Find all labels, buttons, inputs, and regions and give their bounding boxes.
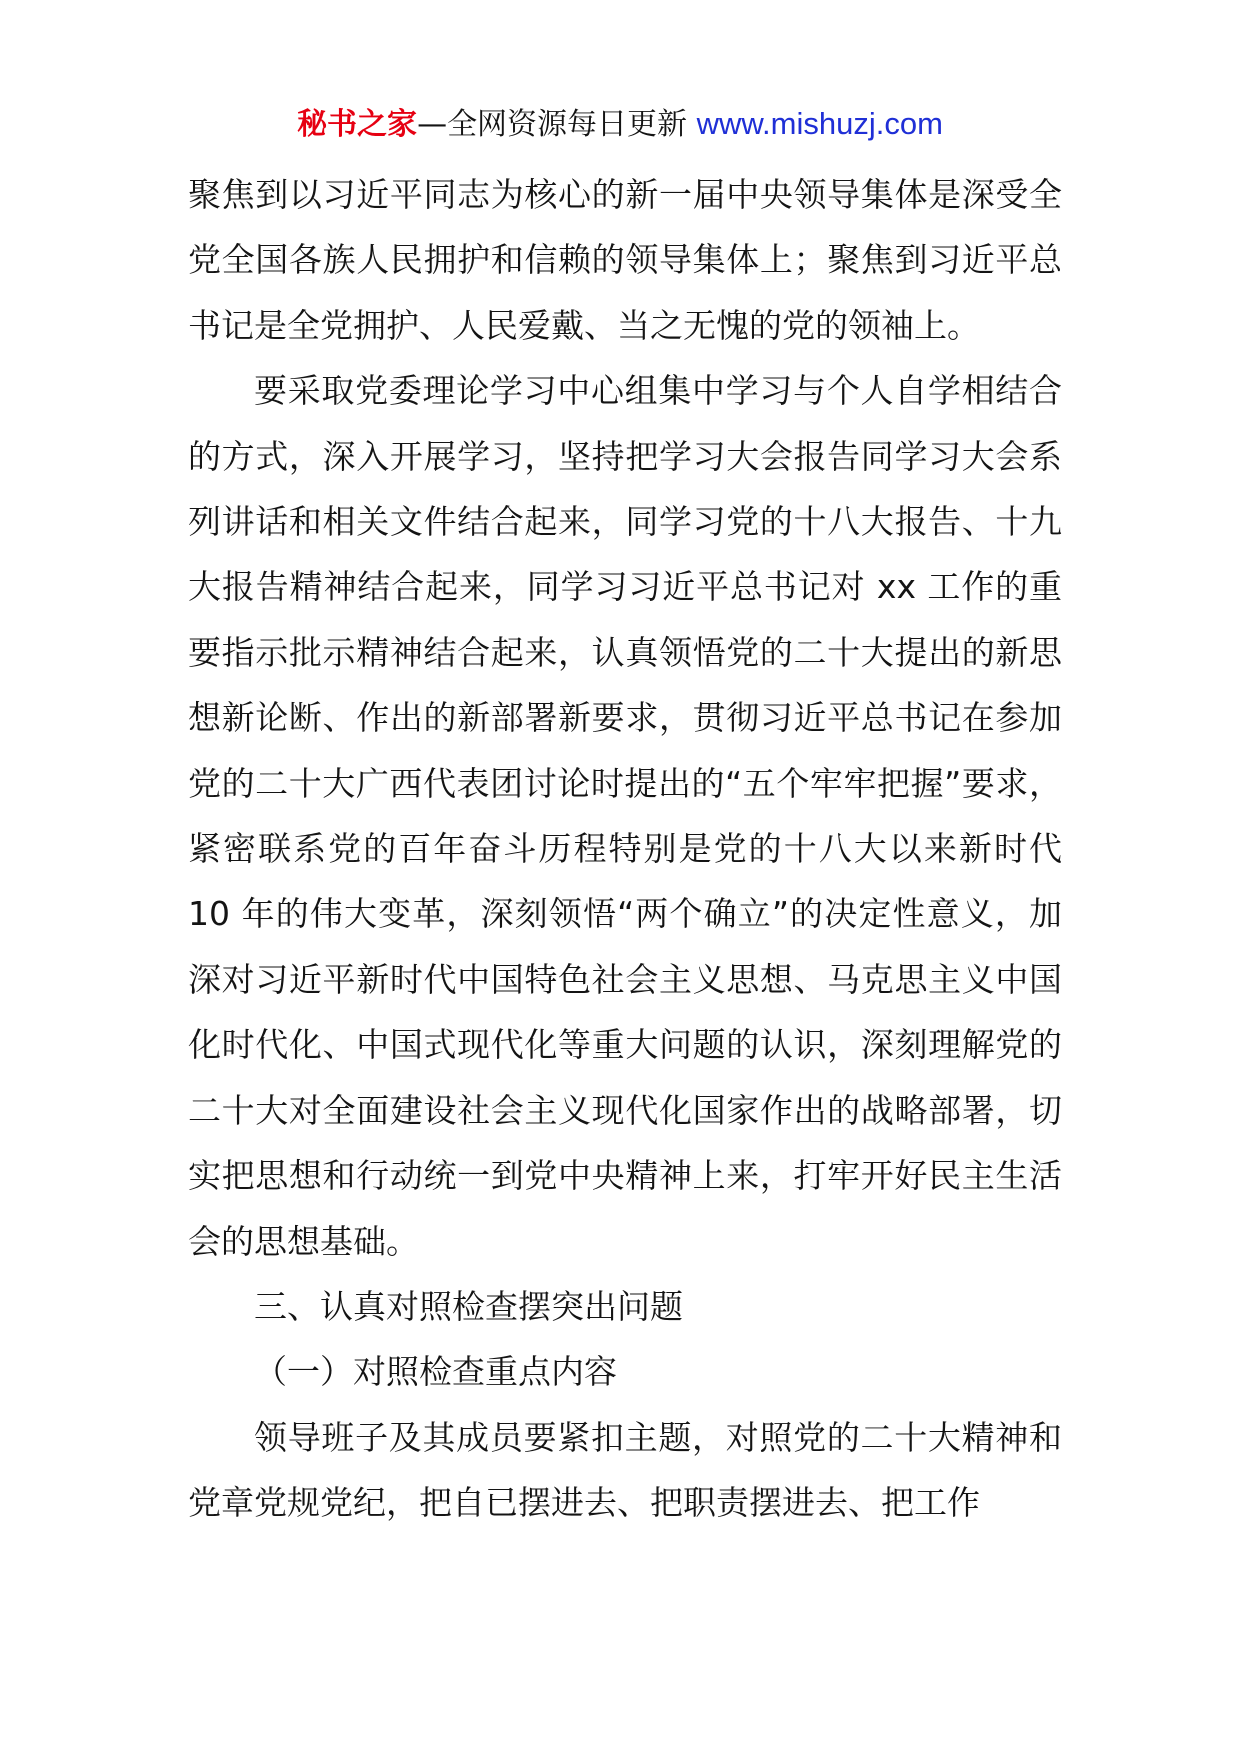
sub-heading-one: （一）对照检查重点内容	[254, 1352, 617, 1392]
site-url-link[interactable]: www.mishuzj.com	[696, 106, 943, 141]
paragraph-leadership-team: 领导班子及其成员要紧扣主题，对照党的二十大精神和党章党规党纪，把自已摆进去、把职责摆进去、把工作	[188, 1417, 1062, 1523]
section-heading-three: 三、认真对照检查摆突出问题	[254, 1286, 683, 1326]
document-body	[188, 162, 1062, 1536]
paragraph-study-method: 要采取党委理论学习中心组集中学习与个人自学相结合的方式，深入开展学习，坚持把学习大会报告同学习大会系列讲话和相关文件结合起来，同学习党的十八大报告、十九大报告精神结合起来，同学习习近平总书记对 xx 工作的重要指示批示精神结合起来，认真领悟党的二十大提出的新思想新论断、作出的新部署新要求，贯彻习近平总书记在参加党的二十大广西代表团讨论时提出的“五个牢牢把握”要求，紧密联系党的百年奋斗历程特别是党的十八大以来新时代 10 年的伟大变革，深刻领悟“两个确立”的决定性意义，加深对习近平新时代中国特色社会主义思想、马克思主义中国化时代化、中国式现代化等重大问题的认识，深刻理解党的二十大对全面建设社会主义现代化国家作出的战略部署，切实把思想和行动统一到党中央精神上来，打牢开好民主生活会的思想基础。	[188, 371, 1062, 1261]
brand-name: 秘书之家	[297, 107, 418, 142]
page-header	[0, 100, 1240, 149]
paragraph-continuation: 聚焦到以习近平同志为核心的新一届中央领导集体是深受全党全国各族人民拥护和信赖的领导集体上；聚焦到习近平总书记是全党拥护、人民爱戴、当之无愧的党的领袖上。	[188, 175, 1062, 345]
header-tagline: —全网资源每日更新	[417, 107, 697, 142]
